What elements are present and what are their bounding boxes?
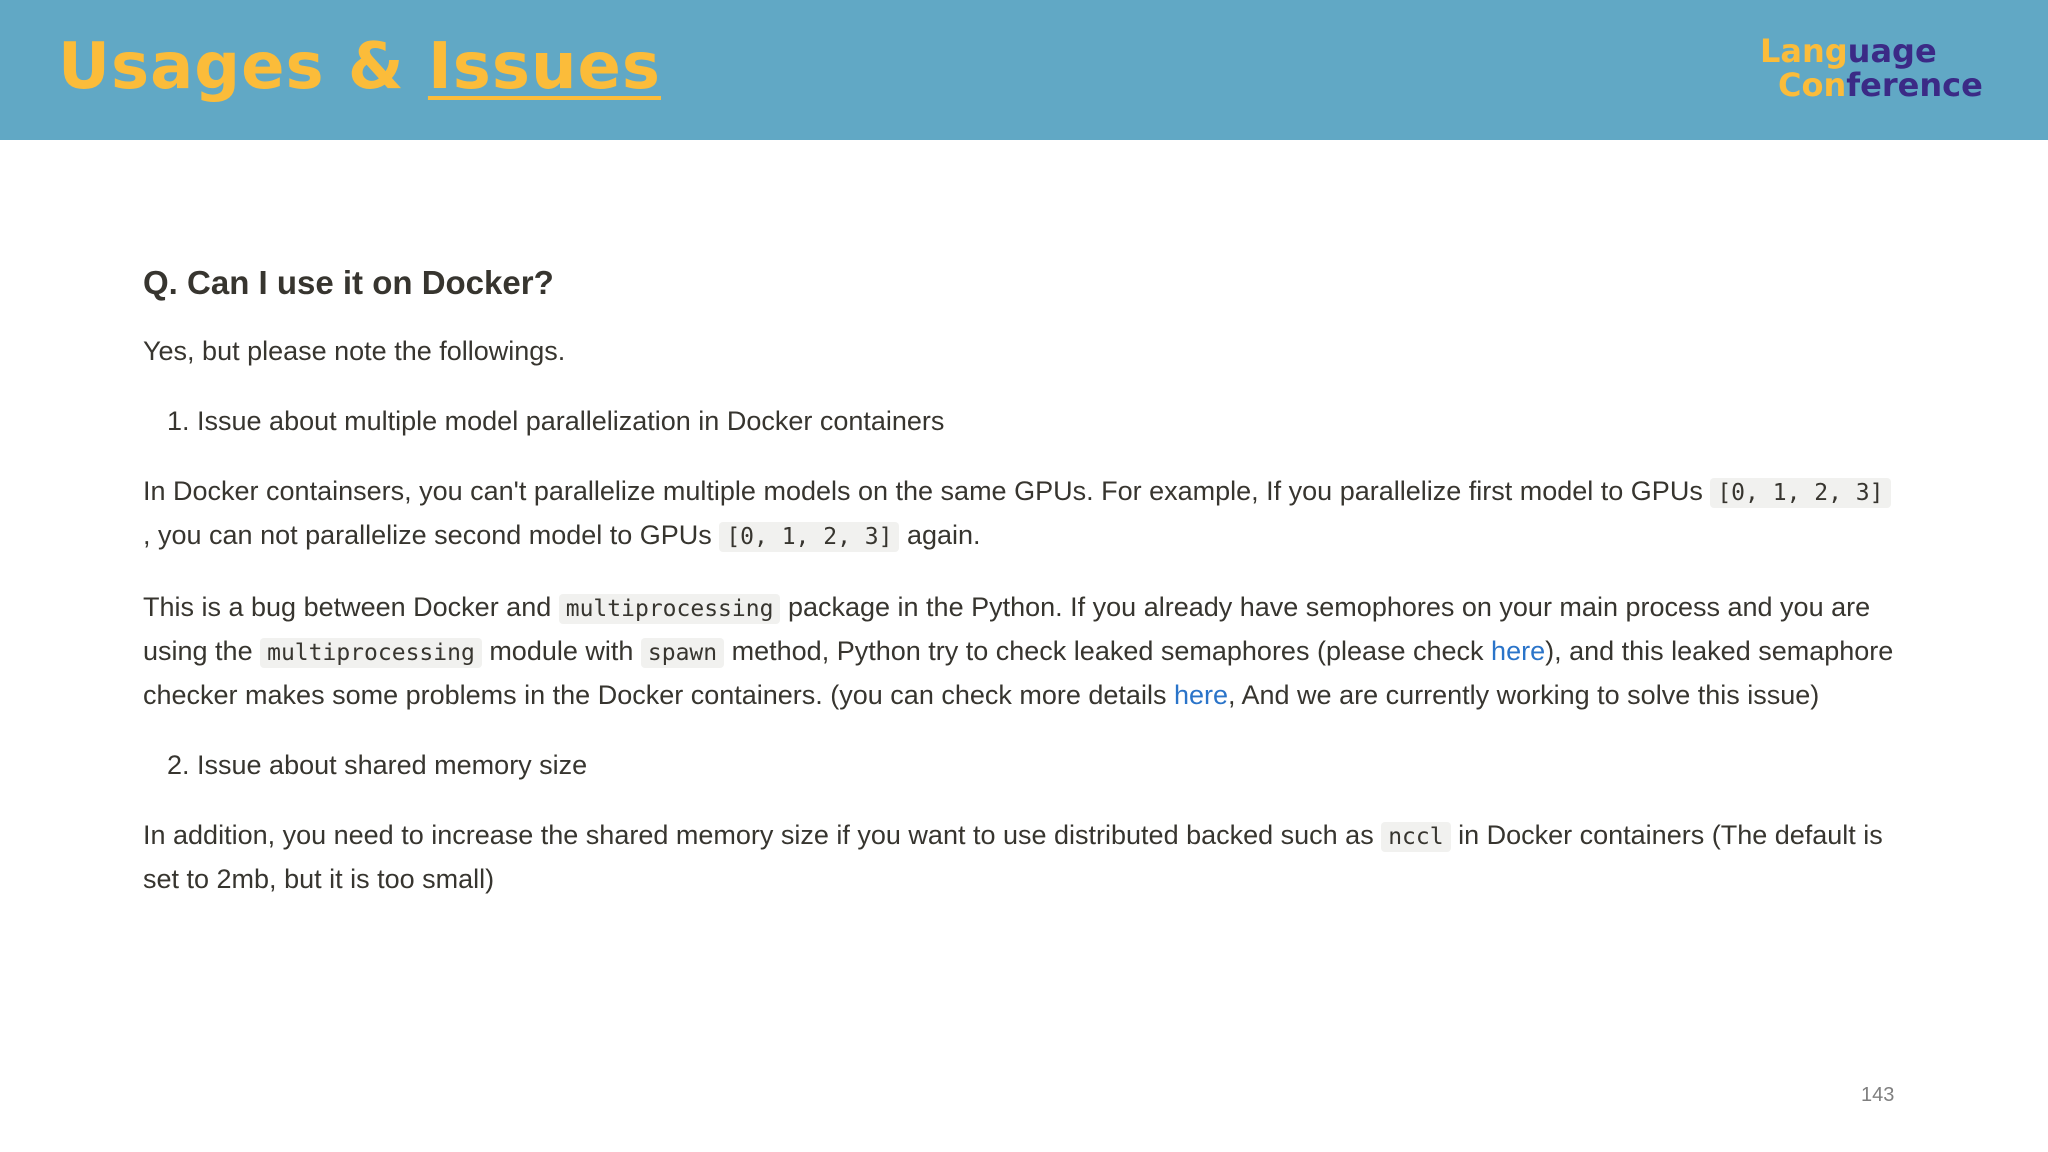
list-item-1: 1. Issue about multiple model parallelization in Docker containers bbox=[167, 406, 945, 436]
text-segment: method, Python try to check leaked semaphores (please check bbox=[724, 636, 1492, 666]
text-segment: , And we are currently working to solve this issue) bbox=[1228, 680, 1820, 710]
slide-title-part2: Issues bbox=[427, 30, 661, 104]
logo-line1 bbox=[1760, 34, 1983, 68]
text-segment: module with bbox=[481, 636, 641, 666]
slide-title bbox=[58, 30, 661, 104]
text-segment: package in the Python. If you already have semophores on your main process and you are using the bbox=[143, 592, 1871, 666]
inline-code: [0, 1, 2, 3] bbox=[1710, 478, 1890, 508]
intro-paragraph: Yes, but please note the followings. bbox=[143, 336, 566, 366]
logo-line2-b: ference bbox=[1846, 66, 1983, 104]
logo-line1-b: uage bbox=[1847, 32, 1937, 70]
question-heading: Q. Can I use it on Docker? bbox=[143, 264, 554, 301]
here-link-semaphores[interactable]: here bbox=[1491, 636, 1546, 666]
paragraph-gpu-parallel bbox=[143, 470, 1903, 558]
text-segment: again. bbox=[899, 520, 981, 550]
slide-title-part1: Usages & bbox=[58, 30, 428, 104]
slide-content bbox=[143, 258, 1903, 928]
conference-logo bbox=[1760, 34, 1983, 102]
text-segment: ), and this leaked semaphore checker makes some problems in the Docker containers. (you can check more details bbox=[143, 636, 1894, 710]
here-link-details[interactable]: here bbox=[1173, 680, 1228, 710]
inline-code: multiprocessing bbox=[559, 594, 781, 624]
paragraph-docker-bug bbox=[143, 586, 1903, 716]
inline-code: multiprocessing bbox=[260, 638, 482, 668]
paragraph-shared-memory bbox=[143, 814, 1903, 900]
text-segment: in Docker containers (The default is set to 2mb, but it is too small) bbox=[143, 820, 1883, 894]
text-segment: In Docker containsers, you can't parallelize multiple models on the same GPUs. For example, If you parallelize first model to GPUs bbox=[143, 476, 1711, 506]
logo-line2-a: Con bbox=[1778, 66, 1847, 104]
logo-line1-a: Lang bbox=[1760, 32, 1848, 70]
header-banner bbox=[0, 0, 2048, 140]
text-segment: , you can not parallelize second model to GPUs bbox=[143, 520, 720, 550]
logo-line2 bbox=[1760, 68, 1983, 102]
inline-code: [0, 1, 2, 3] bbox=[719, 522, 899, 552]
page-number: 143 bbox=[1861, 1084, 1895, 1106]
text-segment: In addition, you need to increase the shared memory size if you want to use distributed backed such as bbox=[143, 820, 1382, 850]
list-item-2: 2. Issue about shared memory size bbox=[167, 750, 588, 780]
text-segment: This is a bug between Docker and bbox=[143, 592, 559, 622]
inline-code: nccl bbox=[1381, 822, 1450, 852]
inline-code: spawn bbox=[641, 638, 724, 668]
